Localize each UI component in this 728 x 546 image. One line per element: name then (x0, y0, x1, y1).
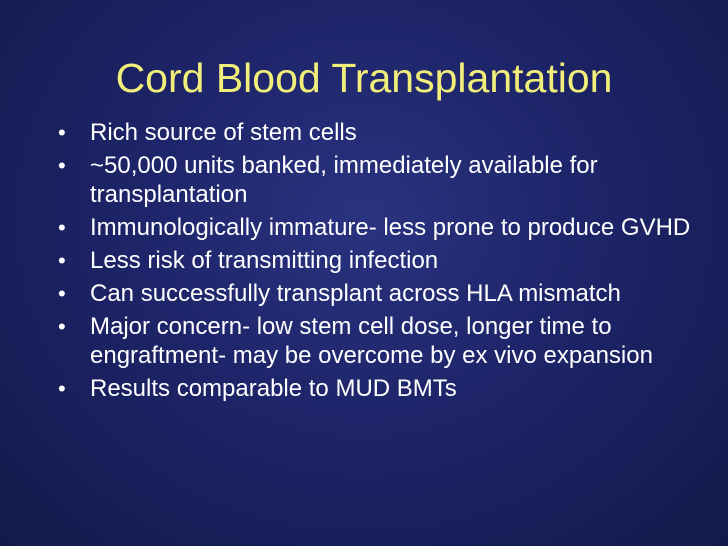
bullet-text: ~50,000 units banked, immediately available for transplantation (90, 152, 598, 208)
bullet-icon: • (58, 248, 66, 273)
bullet-icon: • (58, 153, 66, 178)
bullet-text: Immunologically immature- less prone to produce GVHD (90, 214, 691, 241)
bullet-icon: • (58, 215, 66, 240)
bullet-list (55, 118, 695, 407)
bullet-item (55, 279, 695, 308)
bullet-text: Less risk of transmitting infection (90, 247, 439, 274)
bullet-text: Results comparable to MUD BMTs (90, 375, 457, 402)
bullet-icon: • (58, 314, 66, 339)
bullet-text: Rich source of stem cells (90, 119, 357, 146)
bullet-icon: • (58, 376, 66, 401)
bullet-item (55, 213, 695, 242)
bullet-icon: • (58, 120, 66, 145)
slide-title: Cord Blood Transplantation (115, 55, 613, 101)
bullet-item (55, 246, 695, 275)
bullet-text: Major concern- low stem cell dose, longer time to engraftment- may be overcome by ex vivo expansion (90, 313, 653, 369)
bullet-item (55, 312, 695, 370)
bullet-item (55, 374, 695, 403)
bullet-icon: • (58, 281, 66, 306)
bullet-item (55, 151, 695, 209)
bullet-item (55, 118, 695, 147)
bullet-text: Can successfully transplant across HLA mismatch (90, 280, 621, 307)
